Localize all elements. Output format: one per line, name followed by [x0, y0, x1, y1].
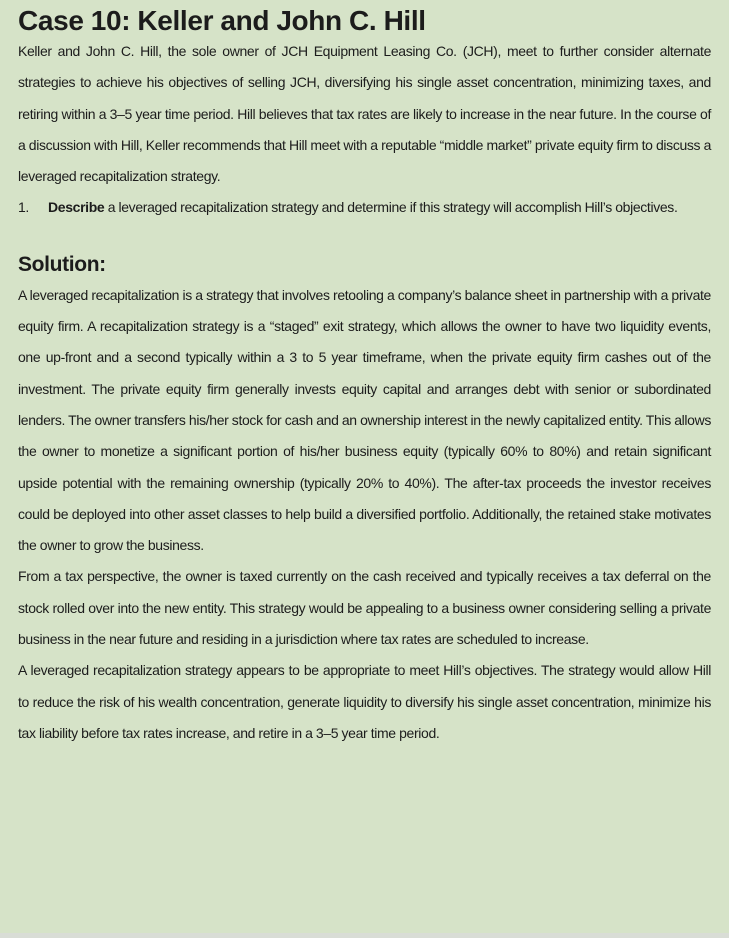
- question-text: [48, 192, 711, 223]
- solution-heading: Solution:: [18, 252, 106, 276]
- question-body: a leveraged recapitalization strategy and determine if this strategy will accomplish Hill’s objectives.: [104, 199, 678, 216]
- case-intro-paragraph: Keller and John C. Hill, the sole owner of JCH Equipment Leasing Co. (JCH), meet to further consider alternate strategies to achieve his objectives of selling JCH, diversifying his single asset concentration, minimizing taxes, and retiring within a 3–5 year time period. Hill believes that tax rates are likely to increase in the near future. In the course of a discussion with Hill, Keller recommends that Hill meet with a reputable “middle market” private equity firm to discuss a leveraged recapitalization strategy.: [18, 43, 711, 185]
- solution-paragraph: A leveraged recapitalization is a strategy that involves retooling a company’s balance sheet in partnership with a private equity firm. A recapitalization strategy is a “staged” exit strategy, which allows the owner to have two liquidity events, one up-front and a second typically within a 3 to 5 year timeframe, when the private equity firm cashes out of the investment. The private equity firm generally invests equity capital and arranges debt with senior or subordinated lenders. The owner transfers his/her stock for cash and an ownership interest in the newly capitalized entity. This allows the owner to monetize a significant portion of his/her business equity (typically 60% to 80%) and retain significant upside potential with the remaining ownership (typically 20% to 40%). The after-tax proceeds the investor receives could be deployed into other asset classes to help build a diversified portfolio. Additionally, the retained stake motivates the owner to grow the business.: [18, 286, 711, 554]
- question-verb: Describe: [48, 199, 105, 216]
- question-number: 1.: [18, 199, 29, 216]
- spacer: [18, 224, 711, 250]
- question-item: [18, 192, 711, 223]
- solution-paragraph: From a tax perspective, the owner is taxed currently on the cash received and typically receives a tax deferral on the stock rolled over into the new entity. This strategy would be appealing to a business owner considering selling a private business in the near future and residing in a jurisdiction where tax rates are scheduled to increase.: [18, 568, 711, 648]
- case-title: Case 10: Keller and John C. Hill: [18, 5, 426, 36]
- bottom-edge-strip: [0, 933, 729, 938]
- solution-paragraph: A leveraged recapitalization strategy appears to be appropriate to meet Hill’s objectives. The strategy would allow Hill to reduce the risk of his wealth concentration, generate liquidity to diversify his single asset concentration, minimize his tax liability before tax rates increase, and retire in a 3–5 year time period.: [18, 662, 711, 741]
